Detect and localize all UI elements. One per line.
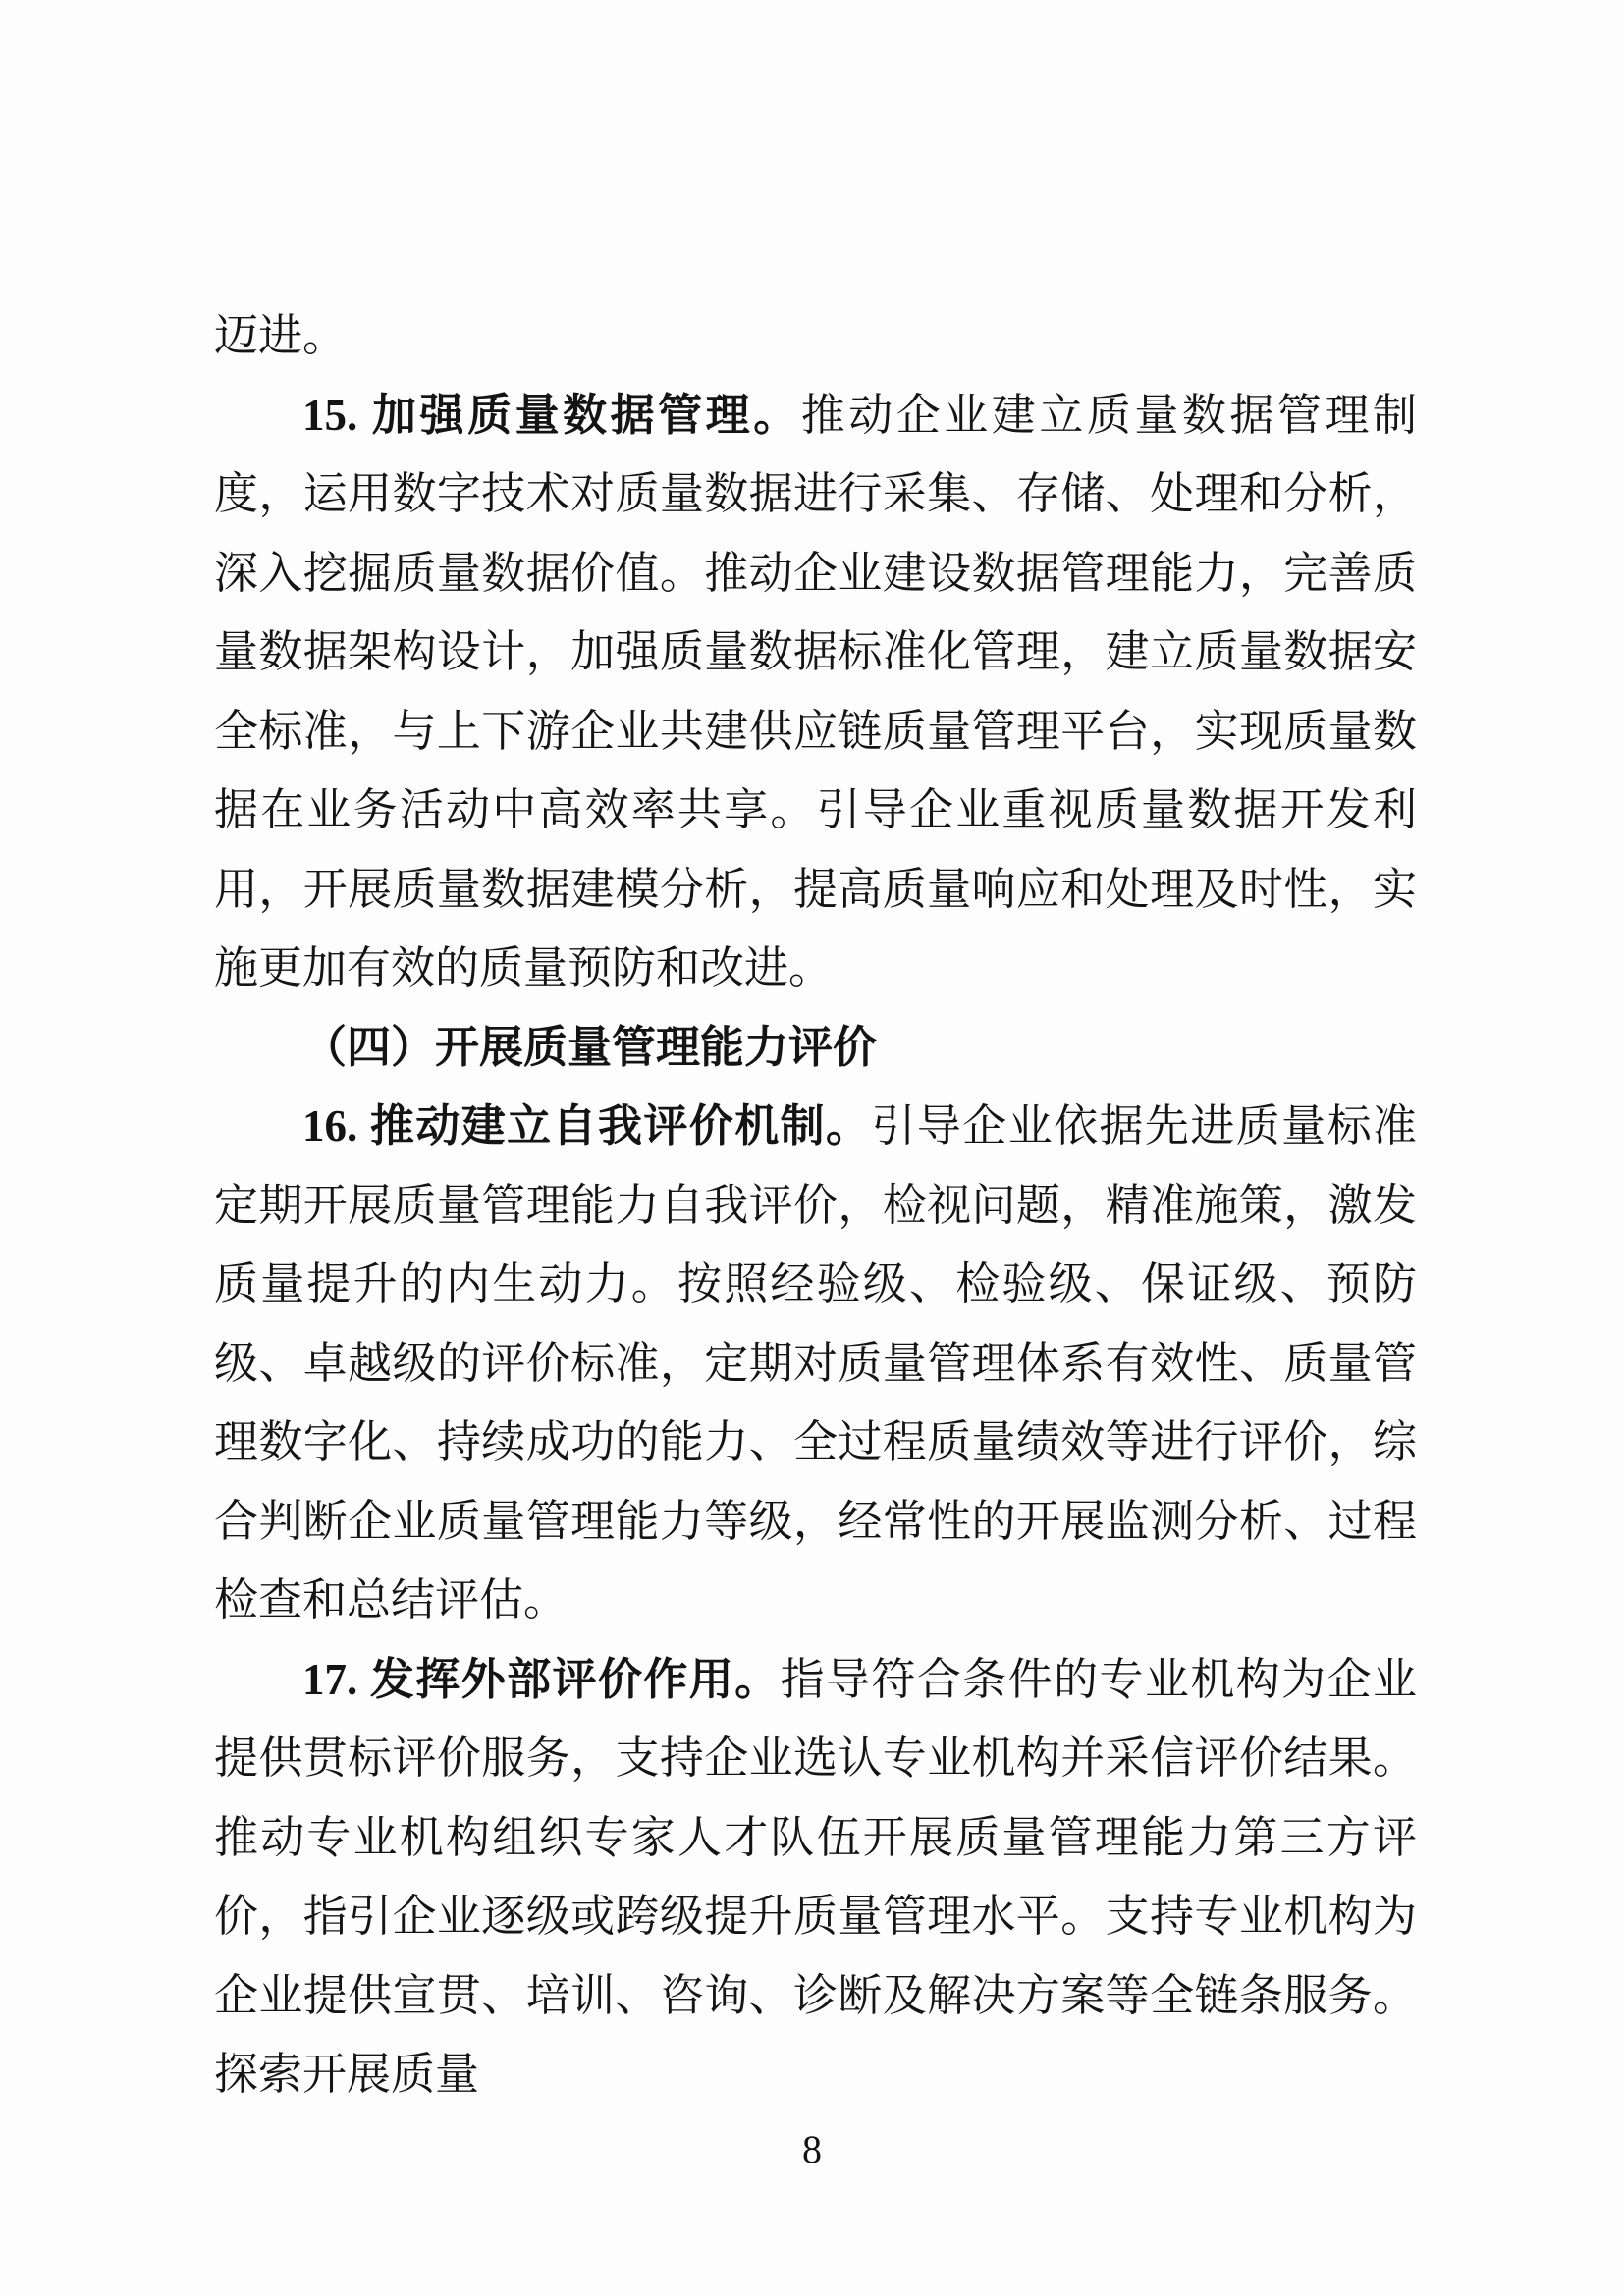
section-heading-4 [214,1008,1417,1088]
paragraph-17-lead: 17. 发挥外部评价作用。 [302,1654,781,1704]
paragraph-item-17 [214,1640,1417,2114]
paragraph-15-lead: 15. 加强质量数据管理。 [302,390,801,440]
document-text-block [214,296,1417,2114]
paragraph-17-body: 指导符合条件的专业机构为企业提供贯标评价服务，支持企业选认专业机构并采信评价结果。推动专业机构组织专家人才队伍开展质量管理能力第三方评价，指引企业逐级或跨级提升质量管理水平。支持专业机构为企业提供宣贯、培训、咨询、诊断及解决方案等全链条服务。探索开展质量 [214,1654,1417,2099]
section-heading-4-text: （四）开展质量管理能力评价 [302,1022,878,1072]
paragraph-continuation [214,296,1417,376]
paragraph-item-15 [214,376,1417,1008]
paragraph-16-lead: 16. 推动建立自我评价机制。 [302,1101,872,1150]
paragraph-item-16 [214,1087,1417,1640]
continuation-text: 迈进。 [214,311,348,360]
page-number: 8 [802,2127,822,2171]
paragraph-16-body: 引导企业依据先进质量标准定期开展质量管理能力自我评价，检视问题，精准施策，激发质量提升的内生动力。按照经验级、检验级、保证级、预防级、卓越级的评价标准，定期对质量管理体系有效性、质量管理数字化、持续成功的能力、全过程质量绩效等进行评价，综合判断企业质量管理能力等级，经常性的开展监测分析、过程检查和总结评估。 [214,1101,1417,1625]
paragraph-15-body: 推动企业建立质量数据管理制度，运用数字技术对质量数据进行采集、存储、处理和分析，深入挖掘质量数据价值。推动企业建设数据管理能力，完善质量数据架构设计，加强质量数据标准化管理，建立质量数据安全标准，与上下游企业共建供应链质量管理平台，实现质量数据在业务活动中高效率共享。引导企业重视质量数据开发利用，开展质量数据建模分析，提高质量响应和处理及时性，实施更加有效的质量预防和改进。 [214,390,1417,992]
